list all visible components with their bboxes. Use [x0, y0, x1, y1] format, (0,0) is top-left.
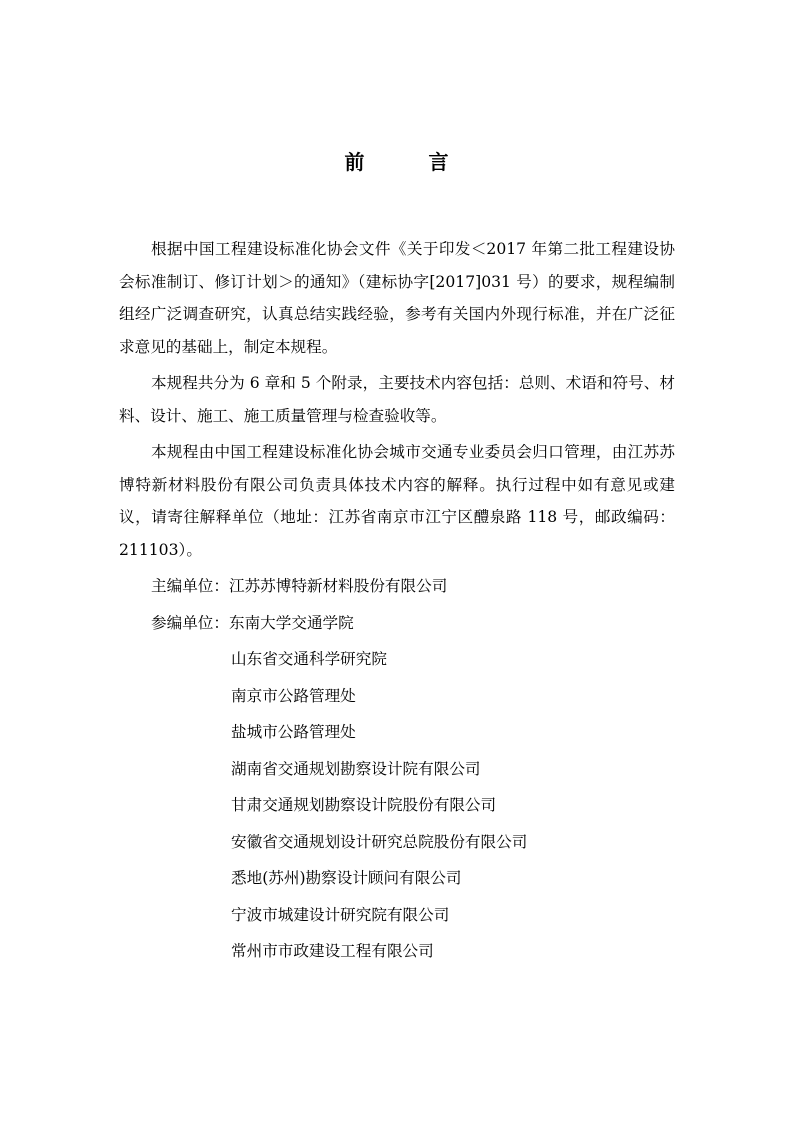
participating-unit: 山东省交通科学研究院 [231, 650, 387, 668]
participating-unit: 宁波市城建设计研究院有限公司 [231, 905, 450, 924]
paragraph-contents: 本规程共分为 6 章和 5 个附录，主要技术内容包括：总则、术语和符号、材料、设计、施工、施工质量管理与检查验收等。 [119, 374, 675, 425]
paragraph-management: 本规程由中国工程建设标准化协会城市交通专业委员会归口管理，由江苏苏博特新材料股份有限公司负责具体技术内容的解释。执行过程中如有意见或建议，请寄往解释单位（地址：江苏省南京市江宁区醴泉路 118 号，邮政编码：211103）。 [119, 443, 675, 559]
participating-unit: 悉地(苏州)勘察设计顾问有限公司 [231, 869, 462, 887]
chief-editor-unit: 主编单位：江苏苏博特新材料股份有限公司 [151, 577, 448, 595]
participating-unit: 常州市市政建设工程有限公司 [231, 942, 434, 960]
participating-unit: 南京市公路管理处 [231, 686, 356, 705]
page-title: 前 言 [344, 150, 471, 174]
participating-unit: 东南大学交通学院 [228, 613, 354, 632]
participating-unit: 安徽省交通规划设计研究总院股份有限公司 [231, 832, 528, 851]
participating-units-heading [119, 607, 675, 640]
document-body [119, 233, 675, 972]
participating-units-label: 参编单位： [151, 613, 229, 632]
participating-unit: 湖南省交通规划勘察设计院有限公司 [231, 759, 481, 778]
participating-unit: 甘肃交通规划勘察设计院股份有限公司 [231, 796, 497, 814]
participating-unit: 盐城市公路管理处 [231, 723, 356, 741]
paragraph-background: 根据中国工程建设标准化协会文件《关于印发＜2017 年第二批工程建设协会标准制订、修订计划＞的通知》（建标协字[2017]031 号）的要求，规程编制组经广泛调查研究，认真总结实践经验，参考有关国内外现行标准，并在广泛征求意见的基础上，制定本规程。 [119, 240, 675, 356]
participating-units-list [119, 643, 675, 968]
